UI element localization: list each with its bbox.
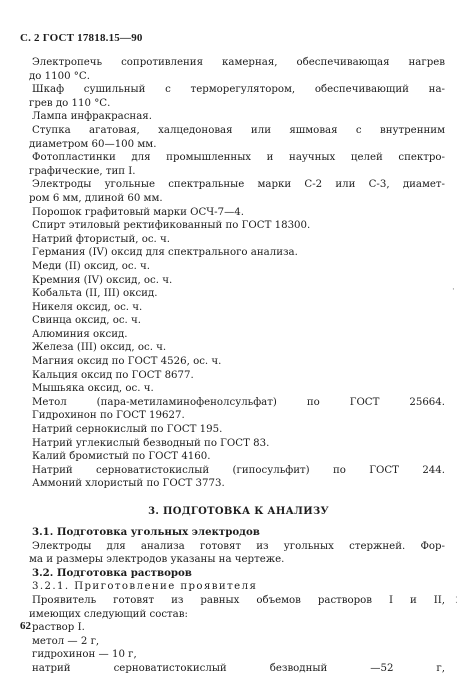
text-line: Аммоний хлористый по ГОСТ 3773. xyxy=(32,478,225,490)
page-content xyxy=(29,56,445,676)
page-header: С. 2 ГОСТ 17818.15—90 xyxy=(20,32,143,44)
text-line: 3.2.1. Приготовление проявителя xyxy=(32,581,258,593)
text-line: Натрий фтористый, ос. ч. xyxy=(32,233,170,245)
text-line: натрий серноватистокислый безводный —52 г, xyxy=(32,662,445,674)
text-line: Электроды угольные спектральные марки С-2 или С-3, диамет- xyxy=(32,179,445,191)
text-line: Натрий углекислый безводный по ГОСТ 83. xyxy=(32,437,270,449)
section-title: 3. ПОДГОТОВКА К АНАЛИЗУ xyxy=(148,506,329,517)
text-line: Электропечь сопротивления камерная, обеспечивающая нагрев xyxy=(32,57,445,68)
text-line: метол — 2 г, xyxy=(32,635,100,647)
text-line: гидрохинон — 10 г, xyxy=(32,649,137,661)
text-line: Фотопластинки для промышленных и научных целей спектро- xyxy=(32,152,445,164)
text-line: Кремния (IV) оксид, ос. ч. xyxy=(32,274,173,286)
text-line: Калий бромистый по ГОСТ 4160. xyxy=(32,451,211,463)
text-line: Меди (II) оксид, ос. ч. xyxy=(32,260,151,272)
text-line: Кобальта (II, III) оксид. xyxy=(32,288,158,300)
text-line: Шкаф сушильный с терморегулятором, обеспечивающий на- xyxy=(32,84,445,96)
text-line: Проявитель готовят из равных объемов растворов I и II, xyxy=(32,594,445,606)
text-line: диаметром 60—100 мм. xyxy=(29,138,157,150)
text-line: имеющих следующий состав: xyxy=(29,608,188,620)
text-line: раствор I. xyxy=(32,622,85,634)
text-line: Никеля оксид, ос. ч. xyxy=(32,301,143,313)
scan-speck: ⁚ xyxy=(455,596,458,606)
text-line: Ступка агатовая, халцедоновая или яшмовая с внутренним xyxy=(32,124,445,136)
text-line: Кальция оксид по ГОСТ 8677. xyxy=(32,369,194,381)
text-line: Германия (IV) оксид для спектрального анализа. xyxy=(32,247,298,259)
text-line: Порошок графитовый марки ОСЧ-7—4. xyxy=(32,206,244,218)
text-line: 3.1. Подготовка угольных электродов xyxy=(32,526,260,538)
text-line: грев до 110 °С. xyxy=(29,97,111,109)
text-line: Натрий сернокислый по ГОСТ 195. xyxy=(32,424,223,436)
page-number: 62 xyxy=(20,620,31,632)
text-line: Железа (III) оксид, ос. ч. xyxy=(32,342,167,354)
text-line: Свинца оксид, ос. ч. xyxy=(32,315,142,327)
text-line: Алюминия оксид. xyxy=(32,328,128,340)
text-line: Спирт этиловый ректификованный по ГОСТ 18300. xyxy=(32,220,311,232)
text-line: Натрий серноватистокислый (гипосульфит) по ГОСТ 244. xyxy=(32,464,445,476)
text-line: графические, тип I. xyxy=(29,165,136,177)
text-line: Лампа инфракрасная. xyxy=(32,111,152,123)
preparation-section-body xyxy=(29,526,445,676)
text-line: до 1100 °С. xyxy=(29,70,90,82)
text-line: Гидрохинон по ГОСТ 19627. xyxy=(32,410,185,422)
text-line: Электроды для анализа готовят из угольных стержней. Фор- xyxy=(32,540,445,552)
equipment-and-reagents-list xyxy=(29,56,445,491)
scan-speck: · xyxy=(452,285,455,295)
text-line: Мышьяка оксид, ос. ч. xyxy=(32,383,154,395)
text-line: ром 6 мм, длиной 60 мм. xyxy=(29,192,163,204)
text-line: ма и размеры электродов указаны на чертеже. xyxy=(29,554,285,566)
text-line: 3.2. Подготовка растворов xyxy=(32,566,192,579)
text-line: Метол (пара-метиламинофенолсульфат) по ГОСТ 25664. xyxy=(32,396,445,408)
text-line: Магния оксид по ГОСТ 4526, ос. ч. xyxy=(32,356,222,368)
